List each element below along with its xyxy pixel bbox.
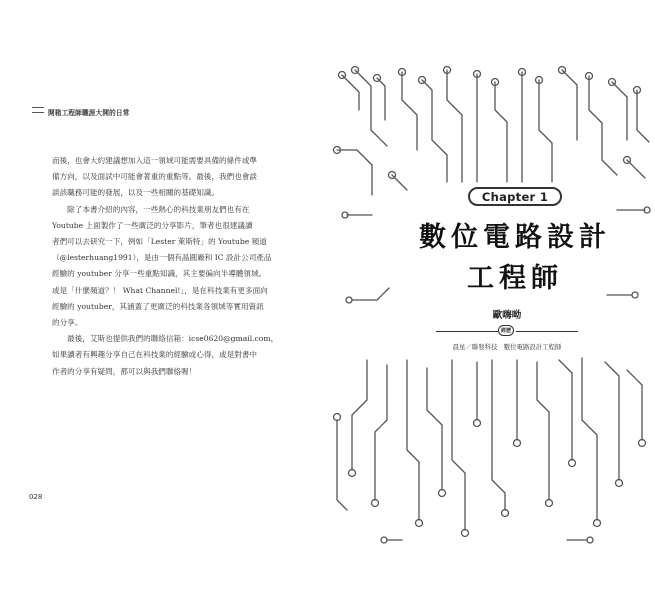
right-page	[327, 0, 655, 609]
chapter-label: Chapter 1	[468, 187, 562, 206]
left-page	[0, 0, 327, 609]
paragraph-youtube: 除了本書介紹的內容，一些熱心的科技業朋友們也有在 Youtube 上面製作了一些廣泛的分享影片，筆者也很建議讀 者們可以去研究一下，例如「Lester 萊斯特」的 Youtube 頻道 （@lesterhuang1991），是由一個有晶圓廠和 IC 設計公司產品 經驗的 youtuber 分享一些重點知識，其主要偏向半導體領域。 或是「什麼頻道？！ What Channel!」，是在科技業有更多面向 經驗的 youtuber，其涵蓋了更廣泛的科技業各領域等實用資訊 的分享。	[52, 204, 272, 328]
author-divider-right	[516, 331, 578, 332]
circuit-top-traces	[334, 67, 650, 196]
header-rule-top	[32, 107, 44, 108]
author-name: 歐嗨呦	[492, 310, 522, 321]
paragraph-intro: 而後，也會大約建議想加入這一領域可能需要具備的條件或準 備方向，以及面試中可能會著重的重點等。最後，我們也會談 談該職務可能的發展，以及一些相關的基礎知識。	[52, 156, 258, 198]
running-header: 開箱工程師職涯大開的日常	[48, 109, 130, 117]
circuit-board-icon	[327, 0, 655, 609]
experience-badge: 經歷	[498, 325, 514, 336]
chapter-title-line1: 數位電路設計	[419, 222, 611, 253]
author-block	[432, 307, 582, 353]
circuit-bottom-traces	[334, 358, 646, 543]
page-number: 028	[29, 493, 43, 501]
header-rule-bottom	[32, 112, 44, 113]
author-divider-left	[436, 331, 498, 332]
body-text	[52, 153, 310, 380]
paragraph-contact: 最後，艾斯也提供我們的聯絡信箱：icse0620@gmail.com， 如果讀者有興趣分享自己在科技業的經驗或心得，或是對書中 作者的分享有疑問，都可以與我們聯絡喔！	[52, 334, 279, 376]
chapter-title-line2: 工程師	[467, 263, 563, 294]
author-role: 晨星／聯發科技 數位電路設計工程師	[452, 343, 562, 351]
